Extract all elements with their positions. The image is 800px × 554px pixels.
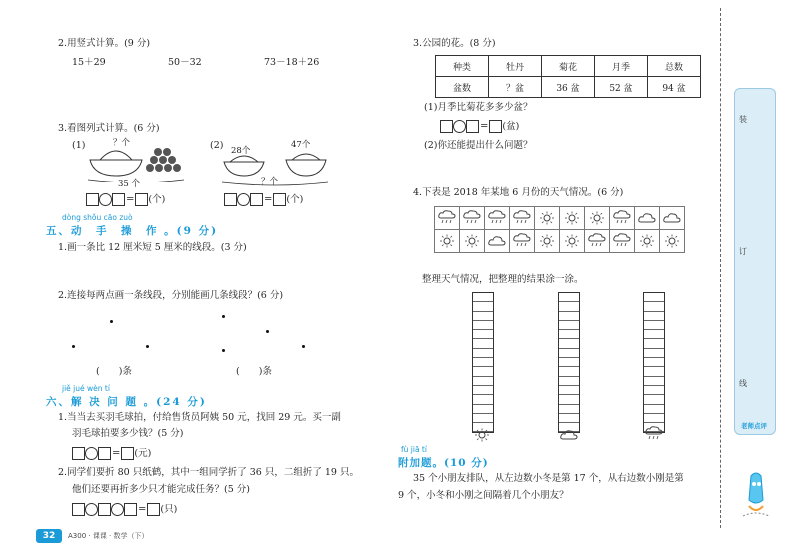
unit-label: (只) <box>160 504 178 515</box>
table-cell: ？盆 <box>489 77 542 98</box>
answer-box[interactable] <box>250 193 263 206</box>
rain-icon <box>645 426 663 442</box>
answer-box[interactable] <box>121 447 134 460</box>
rain-icon <box>585 230 610 253</box>
sun-icon <box>535 230 560 253</box>
sun-icon <box>474 428 490 442</box>
point <box>72 345 75 348</box>
answer-box[interactable] <box>440 120 453 133</box>
q3-p2-answer-row: = (个) <box>224 193 303 206</box>
point <box>302 345 305 348</box>
q3-title: 3.看图列式计算。(6 分) <box>58 123 160 134</box>
s5-pinyin: dòng shǒu cāo zuò <box>62 213 133 222</box>
tally-bar-cloud[interactable] <box>558 292 580 433</box>
answer-box[interactable] <box>98 503 111 516</box>
sun-icon <box>535 207 560 230</box>
s6q2-line1: 2.同学们要折 80 只纸鹤，其中一组同学折了 36 只，二组折了 19 只。 <box>58 467 359 478</box>
point <box>110 320 113 323</box>
s5q2-answer-1[interactable]: ( )条 <box>96 366 132 377</box>
q3r-sub1-answer-row: = (盆) <box>440 120 519 133</box>
sun-icon <box>560 230 585 253</box>
table-header-cell: 总数 <box>648 56 701 77</box>
binding-char-mid: 订 <box>739 247 747 256</box>
q3-p1-total: 35 个 <box>118 179 141 189</box>
operator-circle[interactable] <box>453 120 466 133</box>
bonus-line2: 9 个，小冬和小刚之间隔着几个小朋友？ <box>398 490 569 501</box>
q3-p1-label: (1) <box>72 140 86 151</box>
table-cell: 94 盆 <box>648 77 701 98</box>
answer-box[interactable] <box>224 193 237 206</box>
weather-grid <box>434 206 685 253</box>
binding-line <box>720 8 721 528</box>
answer-box[interactable] <box>98 447 111 460</box>
table-cell: 36 盆 <box>542 77 595 98</box>
rain-icon <box>510 207 535 230</box>
sun-icon <box>635 230 660 253</box>
rain-icon <box>610 230 635 253</box>
mascot-icon <box>741 470 771 520</box>
s6q1-answer-row: = (元) <box>72 447 151 460</box>
unit-label: (元) <box>134 448 152 459</box>
s5q2-title: 2.连接每两点画一条线段，分别能画几条线段？(6 分) <box>58 290 284 301</box>
s5-title: 五、动 手 操 作 。(9 分) <box>46 225 219 237</box>
operator-circle[interactable] <box>111 503 124 516</box>
answer-box[interactable] <box>124 503 137 516</box>
bonus-title: 附加题。(10 分) <box>398 457 489 469</box>
answer-box[interactable] <box>86 193 99 206</box>
table-header-cell: 菊花 <box>542 56 595 77</box>
point <box>222 349 225 352</box>
unit-label: (个) <box>148 194 166 205</box>
table-cell: 盆数 <box>436 77 489 98</box>
page-number: 32 <box>36 529 62 543</box>
footer-label: A300 · 课课 · 数学（下） <box>68 532 149 540</box>
q3-p1-question: ？个 <box>113 138 131 148</box>
binding-char-top: 装 <box>739 115 747 124</box>
teacher-comment-label: 老师点评 <box>741 422 767 430</box>
table-row <box>436 56 701 77</box>
operator-circle[interactable] <box>99 193 112 206</box>
cloud-icon <box>485 230 510 253</box>
q3-p1-answer-row: = (个) <box>86 193 165 206</box>
weather-row <box>435 230 685 253</box>
point <box>266 330 269 333</box>
rain-icon <box>510 230 535 253</box>
q2-item-2: 50－32 <box>168 57 202 68</box>
table-cell: 52 盆 <box>595 77 648 98</box>
basket-picture-1 <box>86 146 186 182</box>
binding-char-bot: 线 <box>739 379 747 388</box>
table-row <box>436 77 701 98</box>
answer-box[interactable] <box>72 503 85 516</box>
unit-label: (个) <box>286 194 304 205</box>
operator-circle[interactable] <box>85 503 98 516</box>
answer-box[interactable] <box>112 193 125 206</box>
q3-p2-question: ？个 <box>261 177 279 187</box>
tally-bar-rain[interactable] <box>643 292 665 433</box>
answer-box[interactable] <box>273 193 286 206</box>
q3r-title: 3.公园的花。(8 分) <box>413 38 496 49</box>
q2-item-1: 15＋29 <box>72 57 106 68</box>
sun-icon <box>585 207 610 230</box>
s6q2-line2: 他们还要再折多少只才能完成任务？(5 分) <box>72 484 250 495</box>
sun-icon <box>460 230 485 253</box>
point <box>222 315 225 318</box>
operator-circle[interactable] <box>85 447 98 460</box>
q3-p2-label: (2) <box>210 140 224 151</box>
point <box>146 345 149 348</box>
answer-box[interactable] <box>72 447 85 460</box>
cloud-icon <box>635 207 660 230</box>
sun-icon <box>560 207 585 230</box>
unit-label: (盆) <box>502 121 520 132</box>
rain-icon <box>485 207 510 230</box>
s6q1-line2: 羽毛球拍要多少钱？(5 分) <box>72 428 184 439</box>
s6-title: 六、解 决 问 题 。(24 分) <box>46 396 207 408</box>
q3-p2-b: 47个 <box>291 140 311 150</box>
s6q2-answer-row: = (只) <box>72 503 177 516</box>
rain-icon <box>435 207 460 230</box>
cloud-icon <box>560 429 578 441</box>
operator-circle[interactable] <box>237 193 250 206</box>
bonus-line1: 35 个小朋友排队，从左边数小冬是第 17 个，从右边数小刚是第 <box>413 473 684 484</box>
sun-icon <box>660 230 685 253</box>
answer-box[interactable] <box>147 503 160 516</box>
q2-item-3: 73－18＋26 <box>264 57 320 68</box>
q3-p2-a: 28个 <box>231 146 251 156</box>
table-header-cell: 牡丹 <box>489 56 542 77</box>
q2-title: 2.用竖式计算。(9 分) <box>58 38 151 49</box>
rain-icon <box>610 207 635 230</box>
q4r-instruction: 整理天气情况，把整理的结果涂一涂。 <box>422 274 584 285</box>
rain-icon <box>460 207 485 230</box>
tally-bar-sun[interactable] <box>472 292 494 433</box>
flower-table <box>435 55 701 98</box>
s6-pinyin: jiě jué wèn tí <box>62 384 110 393</box>
sun-icon <box>435 230 460 253</box>
bonus-pinyin: fù jiā tí <box>401 445 427 454</box>
cloud-icon <box>660 207 685 230</box>
answer-box[interactable] <box>489 120 502 133</box>
q3r-sub1: (1)月季比菊花多多少盆？ <box>424 102 533 113</box>
answer-box[interactable] <box>466 120 479 133</box>
table-header-cell: 种类 <box>436 56 489 77</box>
q4r-title: 4.下表是 2018 年某地 6 月份的天气情况。(6 分) <box>413 187 624 198</box>
s5q1-text: 1.画一条比 12 厘米短 5 厘米的线段。(3 分) <box>58 242 247 253</box>
q3r-sub2: (2)你还能提出什么问题？ <box>424 140 533 151</box>
answer-box[interactable] <box>135 193 148 206</box>
s5q2-answer-2[interactable]: ( )条 <box>236 366 272 377</box>
weather-row <box>435 207 685 230</box>
s6q1-line1: 1.当当去买羽毛球拍，付给售货员阿姨 50 元，找回 29 元。买一副 <box>58 412 341 423</box>
table-header-cell: 月季 <box>595 56 648 77</box>
